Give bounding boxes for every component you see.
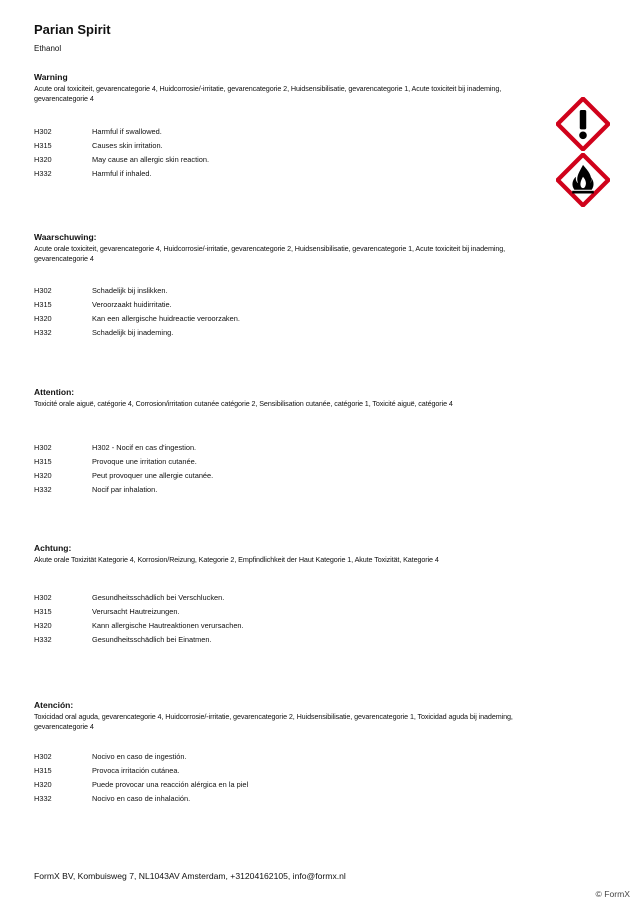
hazard-statement xyxy=(34,469,474,483)
hazard-statement xyxy=(34,167,474,181)
hazard-statement xyxy=(34,312,474,326)
section-description: Toxicidad oral aguda, gevarencategorie 4, Huidcorrosie/-irritatie, gevarencategorie 2, Huidsensibilisatie, gevarencategorie 1, Toxicidad aguda bij inademing, gevarencategorie 4 xyxy=(34,712,513,731)
section-heading: Warning xyxy=(34,72,68,82)
hazard-code: H302 xyxy=(34,593,52,602)
hazard-code: H320 xyxy=(34,471,52,480)
hazard-code: H332 xyxy=(34,169,52,178)
hazard-statement xyxy=(34,139,474,153)
hazard-text: Nocivo en caso de ingestión. xyxy=(92,752,187,761)
ghs07-exclamation-mark-icon xyxy=(556,97,610,151)
footer-address: FormX BV, Kombuisweg 7, NL1043AV Amsterdam, +31204162105, info@formx.nl xyxy=(34,871,346,881)
hazard-statement xyxy=(34,605,474,619)
section-heading: Atención: xyxy=(34,700,74,710)
hazard-code: H332 xyxy=(34,794,52,803)
hazard-text: Kann allergische Hautreaktionen verursachen. xyxy=(92,621,244,630)
section-description: Akute orale Toxizität Kategorie 4, Korrosion/Reizung, Kategorie 2, Empfindlichkeit der Haut Kategorie 1, Akute Toxizität, Kategorie 4 xyxy=(34,555,439,564)
hazard-text: Causes skin irritation. xyxy=(92,141,163,150)
hazard-code: H320 xyxy=(34,155,52,164)
product-title: Parian Spirit xyxy=(34,22,111,37)
section-description: Acute oral toxiciteit, gevarencategorie 4, Huidcorrosie/-irritatie, gevarencategorie 2, Huidsensibilisatie, gevarencategorie 1, Acute toxiciteit bij inademing, gevarencategorie 4 xyxy=(34,84,502,103)
ghs02-flame-icon xyxy=(556,153,610,207)
hazard-statement-list xyxy=(34,750,474,806)
hazard-text: Peut provoquer une allergie cutanée. xyxy=(92,471,214,480)
section-description: Acute orale toxiciteit, gevarencategorie 4, Huidcorrosie/-irritatie, gevarencategorie 2, Huidsensibilisatie, gevarencategorie 1, Acute toxiciteit bij inademing, gevarencategorie 4 xyxy=(34,244,506,263)
hazard-statement xyxy=(34,778,474,792)
hazard-text: Kan een allergische huidreactie veroorzaken. xyxy=(92,314,240,323)
hazard-code: H315 xyxy=(34,141,52,150)
hazard-code: H332 xyxy=(34,328,52,337)
exclamation-bar xyxy=(580,110,586,129)
hazard-section-nl xyxy=(34,232,514,337)
hazard-code: H320 xyxy=(34,780,52,789)
hazard-statement xyxy=(34,750,474,764)
hazard-text: Schadelijk bij inademing. xyxy=(92,328,174,337)
hazard-text: Verursacht Hautreizungen. xyxy=(92,607,180,616)
hazard-text: Gesundheitsschädlich bei Einatmen. xyxy=(92,635,212,644)
hazard-statement xyxy=(34,284,474,298)
hazard-statement xyxy=(34,153,474,167)
hazard-statement xyxy=(34,619,474,633)
hazard-section-de xyxy=(34,543,514,644)
hazard-statement-list xyxy=(34,441,474,497)
hazard-statement xyxy=(34,298,474,312)
flame-base xyxy=(572,191,594,194)
hazard-code: H332 xyxy=(34,485,52,494)
hazard-text: May cause an allergic skin reaction. xyxy=(92,155,210,164)
hazard-statement xyxy=(34,633,474,647)
section-description: Toxicité orale aiguë, catégorie 4, Corrosion/irritation cutanée catégorie 2, Sensibilisation cutanée, catégorie 1, Toxicité aiguë, catégorie 4 xyxy=(34,399,453,408)
exclamation-dot xyxy=(579,132,587,140)
hazard-text: Veroorzaakt huidirritatie. xyxy=(92,300,172,309)
hazard-text: Nocivo en caso de inhalación. xyxy=(92,794,191,803)
hazard-statement xyxy=(34,483,474,497)
hazard-text: Puede provocar una reacción alérgica en la piel xyxy=(92,780,249,789)
hazard-text: Schadelijk bij inslikken. xyxy=(92,286,168,295)
hazard-text: Nocif par inhalation. xyxy=(92,485,158,494)
section-heading: Attention: xyxy=(34,387,75,397)
hazard-statement xyxy=(34,591,474,605)
hazard-section-en xyxy=(34,72,514,178)
hazard-text: H302 - Nocif en cas d'ingestion. xyxy=(92,443,197,452)
hazard-code: H315 xyxy=(34,300,52,309)
hazard-code: H302 xyxy=(34,443,52,452)
hazard-statement xyxy=(34,326,474,340)
ghs-pictograms xyxy=(556,97,610,207)
substance-name: Ethanol xyxy=(34,44,62,53)
hazard-code: H315 xyxy=(34,457,52,466)
copyright-notice: © FormX xyxy=(595,889,630,899)
hazard-statement-list xyxy=(34,591,474,647)
hazard-statement xyxy=(34,441,474,455)
hazard-text: Provoque une irritation cutanée. xyxy=(92,457,197,466)
hazard-code: H315 xyxy=(34,607,52,616)
hazard-text: Gesundheitsschädlich bei Verschlucken. xyxy=(92,593,225,602)
hazard-code: H320 xyxy=(34,621,52,630)
section-heading: Achtung: xyxy=(34,543,72,553)
hazard-statement xyxy=(34,125,474,139)
hazard-text: Harmful if swallowed. xyxy=(92,127,162,136)
hazard-statement xyxy=(34,455,474,469)
section-heading: Waarschuwing: xyxy=(34,232,97,242)
hazard-text: Harmful if inhaled. xyxy=(92,169,152,178)
hazard-statement-list xyxy=(34,125,474,181)
hazard-code: H332 xyxy=(34,635,52,644)
hazard-section-es xyxy=(34,700,514,803)
hazard-statement xyxy=(34,792,474,806)
hazard-code: H315 xyxy=(34,766,52,775)
hazard-code: H320 xyxy=(34,314,52,323)
hazard-statement-list xyxy=(34,284,474,340)
hazard-section-fr xyxy=(34,387,514,494)
hazard-statement xyxy=(34,764,474,778)
hazard-code: H302 xyxy=(34,752,52,761)
hazard-code: H302 xyxy=(34,127,52,136)
hazard-text: Provoca irritación cutánea. xyxy=(92,766,180,775)
hazard-code: H302 xyxy=(34,286,52,295)
